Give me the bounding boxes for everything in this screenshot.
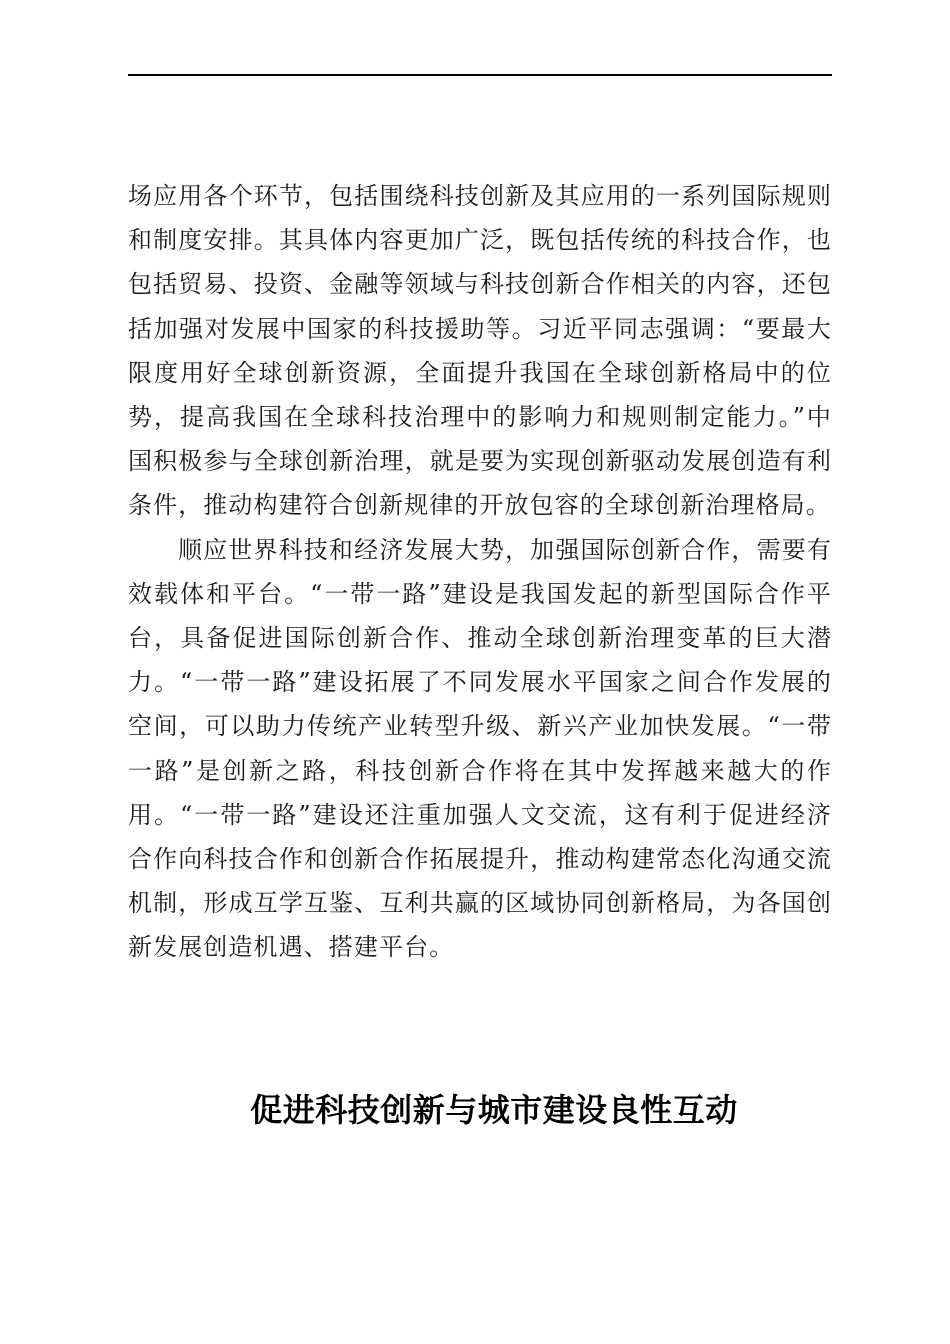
section-heading: 促进科技创新与城市建设良性互动 (250, 1091, 738, 1129)
header-rule (128, 74, 832, 76)
paragraph-continuation: 场应用各个环节，包括围绕科技创新及其应用的一系列国际规则和制度安排。其具体内容更加广泛，既包括传统的科技合作，也包括贸易、投资、金融等领域与科技创新合作相关的内容，还包括加强对发展中国家的科技援助等。习近平同志强调：“要最大限度用好全球创新资源，全面提升我国在全球创新格局中的位势，提高我国在全球科技治理中的影响力和规则制定能力。”中国积极参与全球创新治理，就是要为实现创新驱动发展创造有利条件，推动构建符合创新规律的开放包容的全球创新治理格局。 (128, 182, 832, 520)
paragraph-belt-and-road: 顺应世界科技和经济发展大势，加强国际创新合作，需要有效载体和平台。“一带一路”建设是我国发起的新型国际合作平台，具备促进国际创新合作、推动全球创新治理变革的巨大潜力。“一带一路”建设拓展了不同发展水平国家之间合作发展的空间，可以助力传统产业转型升级、新兴产业加快发展。“一带一路”是创新之路，科技创新合作将在其中发挥越来越大的作用。“一带一路”建设还注重加强人文交流，这有利于促进经济合作向科技合作和创新合作拓展提升，推动构建常态化沟通交流机制，形成互学互鉴、互利共赢的区域协同创新格局，为各国创新发展创造机遇、搭建平台。 (128, 535, 832, 962)
document-body (128, 174, 832, 970)
